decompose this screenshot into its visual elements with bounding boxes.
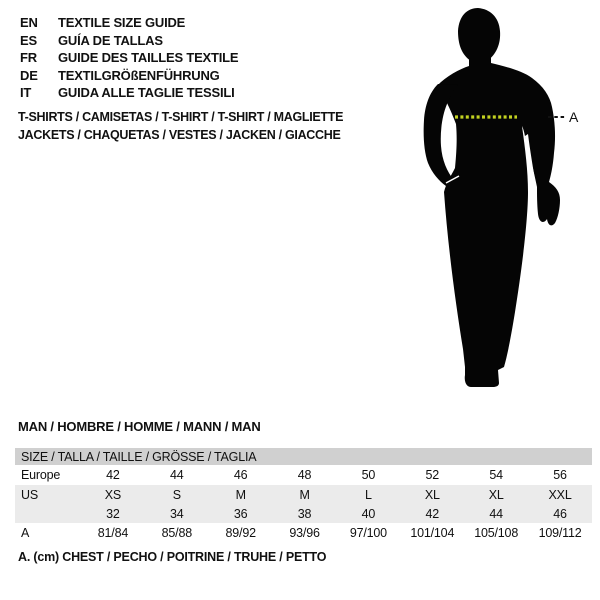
- size-value: XL: [424, 488, 440, 502]
- category-line-jackets: JACKETS / CHAQUETAS / VESTES / JACKEN / GIACCHE: [18, 127, 341, 142]
- size-value: 97/100: [349, 526, 387, 540]
- size-table: [15, 448, 592, 543]
- table-row: [15, 505, 592, 523]
- size-value: 46: [553, 507, 567, 521]
- size-value: 52: [425, 468, 440, 482]
- size-value: 93/96: [289, 526, 320, 540]
- size-value: M: [299, 488, 310, 502]
- size-value: 50: [361, 468, 376, 482]
- measure-label: A: [569, 109, 579, 125]
- size-value: 36: [233, 507, 248, 521]
- language-code: DE: [20, 67, 38, 83]
- language-row: [20, 67, 238, 85]
- category-line-tshirts: T-SHIRTS / CAMISETAS / T-SHIRT / T-SHIRT / MAGLIETTE: [18, 110, 344, 124]
- section-title: MAN / HOMBRE / HOMME / MANN / MAN: [18, 419, 261, 434]
- size-value: 34: [170, 507, 184, 521]
- size-value: 89/92: [225, 526, 256, 540]
- size-value: XXL: [548, 488, 572, 502]
- language-code: FR: [20, 50, 37, 66]
- language-row: [20, 84, 238, 102]
- table-row: [15, 485, 592, 505]
- size-value: 42: [425, 507, 440, 521]
- measurement-footnote: A. (cm) CHEST / PECHO / POITRINE / TRUHE / PETTO: [18, 550, 327, 564]
- language-label: GUIDE DES TAILLES TEXTILE: [58, 50, 239, 66]
- row-label: A: [21, 526, 30, 540]
- language-label: GUIDA ALLE TAGLIE TESSILI: [58, 85, 235, 101]
- size-value: 44: [489, 507, 503, 521]
- size-table-rows: [15, 465, 592, 543]
- table-row: [15, 465, 592, 485]
- language-row: [20, 32, 238, 50]
- size-value: XL: [488, 488, 504, 502]
- language-label: TEXTILGRÖßENFÜHRUNG: [58, 67, 220, 83]
- size-value: L: [365, 488, 372, 502]
- man-body: [437, 52, 560, 387]
- size-value: 40: [361, 507, 376, 521]
- size-table-header: SIZE / TALLA / TAILLE / GRÖSSE / TAGLIA: [15, 448, 592, 465]
- language-label: TEXTILE SIZE GUIDE: [58, 15, 186, 31]
- category-lines: [18, 109, 343, 144]
- size-value: 32: [106, 507, 120, 521]
- size-value: 46: [233, 468, 248, 482]
- size-value: XS: [104, 488, 122, 502]
- size-value: S: [172, 488, 181, 502]
- row-label: Europe: [21, 468, 61, 482]
- size-value: M: [235, 488, 246, 502]
- language-row: [20, 49, 238, 67]
- language-list: [20, 14, 238, 102]
- size-value: 38: [297, 507, 312, 521]
- language-code: ES: [20, 32, 37, 48]
- table-row: [15, 523, 592, 543]
- row-label: US: [21, 488, 38, 502]
- size-value: 85/88: [161, 526, 192, 540]
- size-value: 56: [553, 468, 567, 482]
- size-value: 81/84: [97, 526, 129, 540]
- size-value: 105/108: [474, 526, 519, 540]
- size-value: 48: [297, 468, 312, 482]
- size-value: 44: [170, 468, 184, 482]
- language-label: GUÍA DE TALLAS: [58, 32, 163, 48]
- man-silhouette-figure: [380, 0, 600, 410]
- language-code: EN: [20, 15, 38, 31]
- language-code: IT: [20, 85, 32, 101]
- size-value: 42: [106, 468, 120, 482]
- language-row: [20, 14, 238, 32]
- size-value: 101/104: [410, 526, 455, 540]
- size-value: 54: [489, 468, 503, 482]
- size-value: 109/112: [538, 526, 582, 540]
